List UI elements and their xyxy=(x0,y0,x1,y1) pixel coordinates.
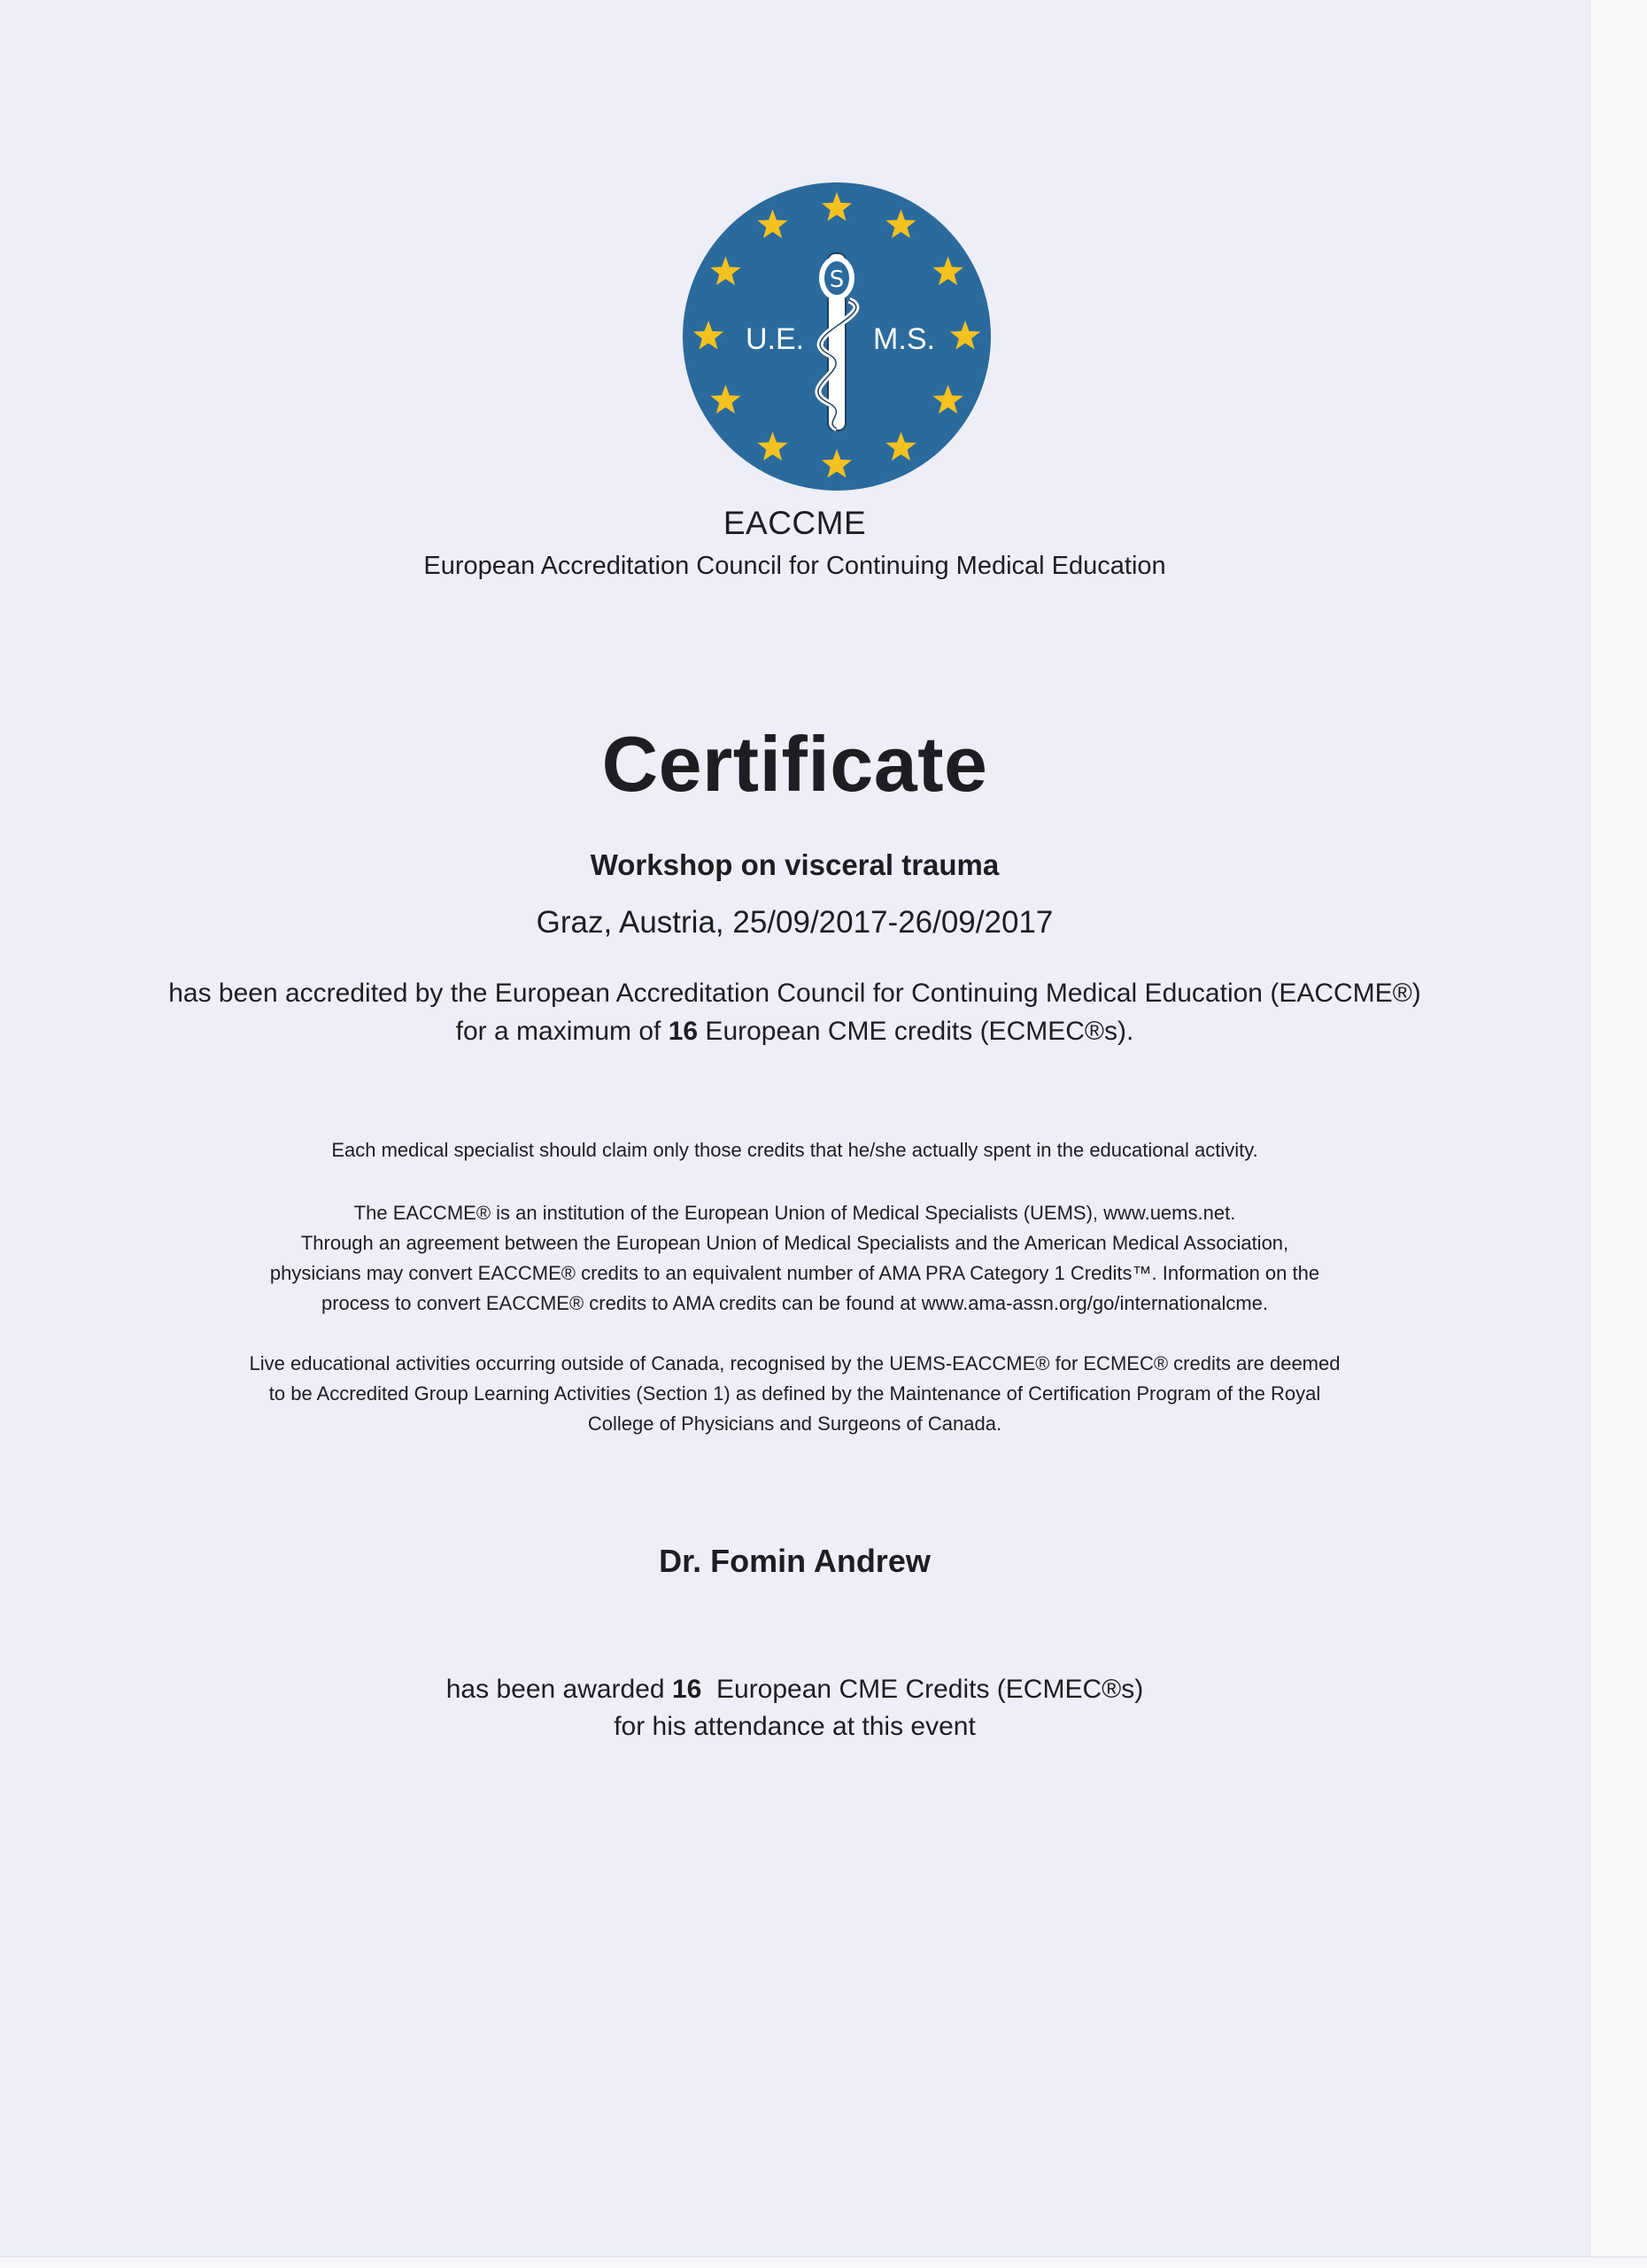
award-credit-count: 16 xyxy=(671,1675,702,1704)
logo-text-right: M.S. xyxy=(873,322,935,356)
claim-note: Each medical specialist should claim only those credits that he/she actually spent in the educational activity. xyxy=(331,1139,1258,1161)
accreditation-statement: has been accredited by the European Accreditation Council for Continuing Medical Education (EACCME®) xyxy=(168,979,1421,1008)
award-suffix: European CME Credits (ECMEC®s) xyxy=(701,1675,1144,1704)
accreditation-credit-count: 16 xyxy=(668,1017,699,1046)
org-acronym: EACCME xyxy=(723,505,867,541)
accreditation-credits-line xyxy=(0,1017,1589,1047)
award-attendance-line: for his attendance at this event xyxy=(614,1712,976,1741)
accreditation-prefix: for a maximum of xyxy=(455,1017,669,1046)
canada-line: Live educational activities occurring outside of Canada, recognised by the UEMS-EACCME® for ECMEC® credits are deemed xyxy=(249,1352,1341,1374)
uems-logo xyxy=(681,181,993,492)
info-line: The EACCME® is an institution of the European Union of Medical Specialists (UEMS), www.uems.net. xyxy=(353,1202,1236,1224)
recipient-name: Dr. Fomin Andrew xyxy=(659,1543,931,1579)
info-line: physicians may convert EACCME® credits to an equivalent number of AMA PRA Category 1 Credits™. Information on the xyxy=(269,1262,1320,1284)
info-line: process to convert EACCME® credits to AMA credits can be found at www.ama-assn.org/go/internationalcme. xyxy=(321,1292,1269,1314)
award-prefix: has been awarded xyxy=(445,1675,672,1704)
scan-right-margin xyxy=(1589,0,1647,2267)
canada-paragraph xyxy=(0,1349,1589,1439)
scan-bottom-margin xyxy=(0,2256,1647,2268)
canada-line: College of Physicians and Surgeons of Canada. xyxy=(587,1413,1002,1435)
accreditation-suffix: European CME credits (ECMEC®s). xyxy=(698,1017,1134,1046)
award-credits-line xyxy=(0,1675,1589,1705)
logo-text-left: U.E. xyxy=(745,322,805,356)
canada-line: to be Accredited Group Learning Activities (Section 1) as defined by the Maintenance of Certification Program of the Royal xyxy=(268,1382,1321,1405)
event-place-dates: Graz, Austria, 25/09/2017-26/09/2017 xyxy=(536,905,1054,940)
svg-text:S: S xyxy=(829,267,845,293)
certificate-title: Certificate xyxy=(601,720,988,808)
uems-info-paragraph xyxy=(0,1198,1589,1319)
event-name: Workshop on visceral trauma xyxy=(590,848,1000,881)
org-full-name: European Accreditation Council for Continuing Medical Education xyxy=(423,552,1166,580)
info-line: Through an agreement between the European Union of Medical Specialists and the American Medical Association, xyxy=(300,1232,1289,1254)
